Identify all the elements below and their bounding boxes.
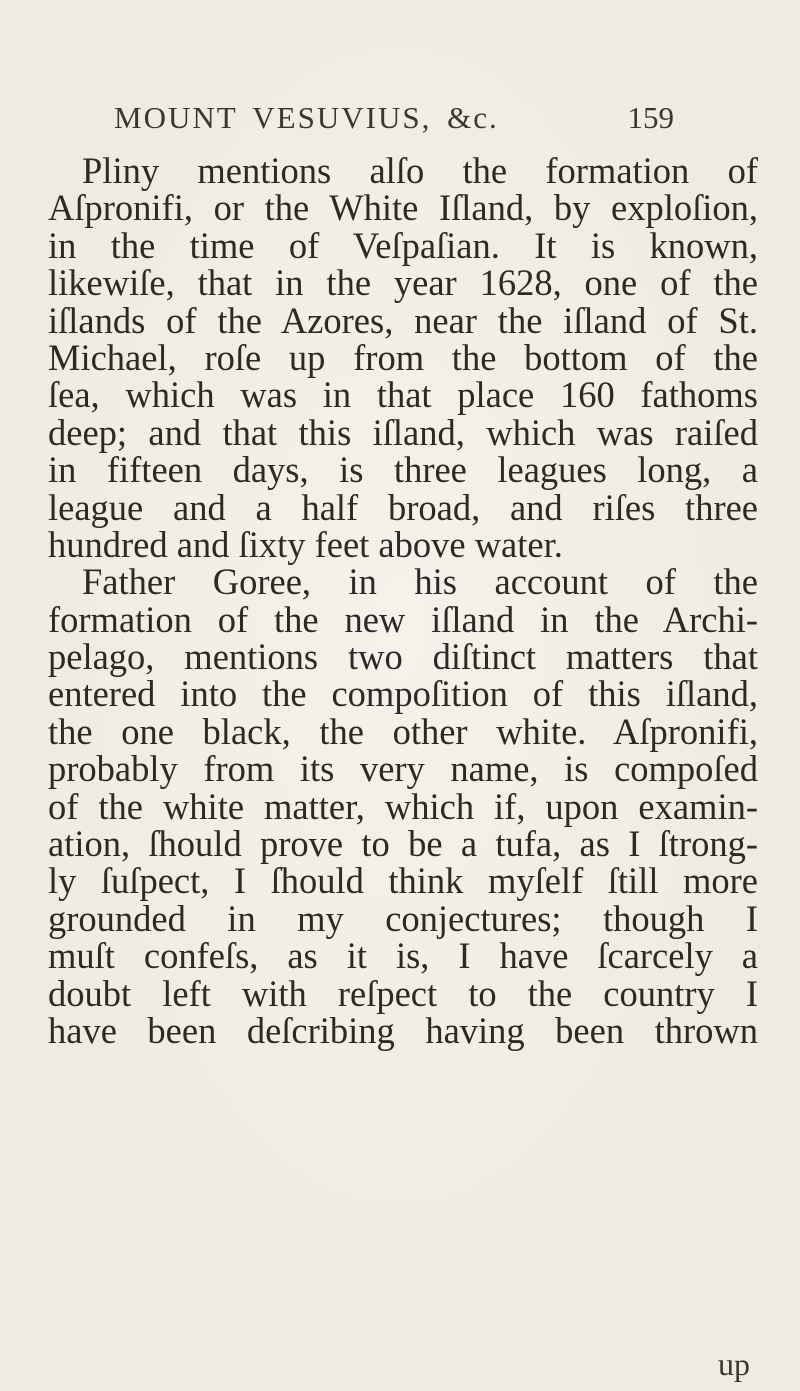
text-line: of the white matter, which if, upon examin- xyxy=(48,785,758,827)
body-text xyxy=(48,152,758,1049)
text-line: entered into the compoſition of this iſland, xyxy=(48,673,758,715)
text-line: Aſpronifi, or the White Iſland, by exploſion, xyxy=(48,187,758,229)
text-line: ly ſuſpect, I ſhould think myſelf ſtill more xyxy=(48,860,758,902)
text-line: hundred and ſixty feet above water. xyxy=(48,523,563,565)
text-line: the one black, the other white. Aſpronifi, xyxy=(48,710,758,752)
text-line: deep; and that this iſland, which was raiſed xyxy=(48,411,758,453)
running-head-title: MOUNT VESUVIUS, &c. xyxy=(114,100,499,135)
text-line: ation, ſhould prove to be a tufa, as I ſtrong- xyxy=(48,823,758,865)
text-line: doubt left with reſpect to the country I xyxy=(48,972,758,1014)
text-line: in the time of Veſpaſian. It is known, xyxy=(48,224,758,266)
running-head xyxy=(114,100,674,140)
text-line: likewiſe, that in the year 1628, one of the xyxy=(48,262,758,304)
text-line: Pliny mentions alſo the formation of xyxy=(82,150,758,191)
text-line: grounded in my conjectures; though I xyxy=(48,897,758,939)
catchword: up xyxy=(718,1346,750,1382)
text-line: in fifteen days, is three leagues long, a xyxy=(48,449,758,491)
text-line: pelago, mentions two diſtinct matters that xyxy=(48,636,758,678)
text-line: Father Goree, in his account of the xyxy=(82,561,758,603)
text-line: league and a half broad, and riſes three xyxy=(48,486,758,528)
text-line: have been deſcribing having been thrown xyxy=(48,1009,758,1051)
text-line: ſea, which was in that place 160 fathoms xyxy=(48,374,758,416)
text-line: probably from its very name, is compoſed xyxy=(48,748,758,790)
text-line: Michael, roſe up from the bottom of the xyxy=(48,336,758,378)
text-line: formation of the new iſland in the Archi- xyxy=(48,598,758,640)
text-line: iſlands of the Azores, near the iſland of St. xyxy=(48,299,758,341)
page-number: 159 xyxy=(627,100,674,135)
text-line: muſt confeſs, as it is, I have ſcarcely a xyxy=(48,935,758,977)
